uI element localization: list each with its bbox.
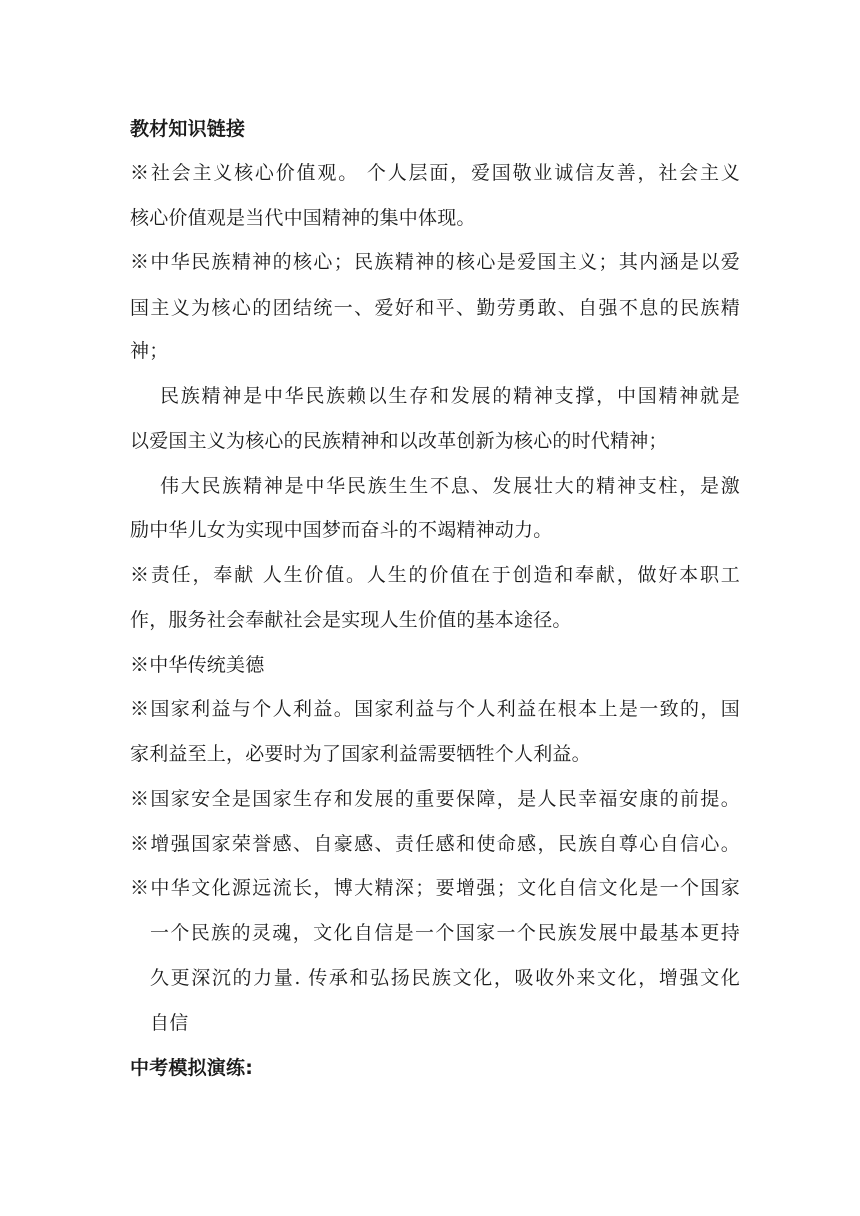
paragraph-line: ※国家安全是国家生存和发展的重要保障，是人民幸福安康的前提。 xyxy=(130,788,740,810)
paragraph-line: 民族精神是中华民族赖以生存和发展的精神支撑，中国精神就是 xyxy=(160,385,740,407)
paragraph-line: ※中华文化源远流长，博大精深；要增强；文化自信文化是一个国家 xyxy=(130,877,740,899)
footer-heading: 中考模拟演练: xyxy=(130,1057,253,1079)
paragraph-line: ※增强国家荣誉感、自豪感、责任感和使命感，民族自尊心自信心。 xyxy=(130,833,740,855)
paragraph-line: ※国家利益与个人利益。国家利益与个人利益在根本上是一致的，国 xyxy=(130,698,740,720)
paragraph-line: 家利益至上，必要时为了国家利益需要牺牲个人利益。 xyxy=(130,743,591,765)
paragraph-line: 核心价值观是当代中国精神的集中体现。 xyxy=(130,207,476,229)
paragraph-line: 久更深沉的力量. 传承和弘扬民族文化，吸收外来文化，增强文化 xyxy=(150,967,740,989)
paragraph-line: 伟大民族精神是中华民族生生不息、发展壮大的精神支柱，是激 xyxy=(160,475,740,497)
paragraph-line: ※中华传统美德 xyxy=(130,654,265,676)
paragraph-line: 一个民族的灵魂，文化自信是一个国家一个民族发展中最基本更持 xyxy=(150,922,740,944)
paragraph-line: 神； xyxy=(130,340,169,362)
paragraph-line: ※中华民族精神的核心；民族精神的核心是爱国主义；其内涵是以爱 xyxy=(130,251,740,273)
paragraph-line: 以爱国主义为核心的民族精神和以改革创新为核心的时代精神； xyxy=(130,430,668,452)
paragraph-line: 国主义为核心的团结统一、爱好和平、勤劳勇敢、自强不息的民族精 xyxy=(130,297,740,319)
paragraph-line: ※社会主义核心价值观。 个人层面，爱国敬业诚信友善，社会主义 xyxy=(130,162,740,184)
paragraph-line: 作，服务社会奉献社会是实现人生价值的基本途径。 xyxy=(130,609,572,631)
paragraph-line: ※责任，奉献 人生价值。人生的价值在于创造和奉献，做好本职工 xyxy=(130,564,740,586)
paragraph-line: 励中华儿女为实现中国梦而奋斗的不竭精神动力。 xyxy=(130,519,553,541)
section-title: 教材知识链接 xyxy=(130,118,246,140)
paragraph-line: 自信 xyxy=(150,1012,189,1034)
